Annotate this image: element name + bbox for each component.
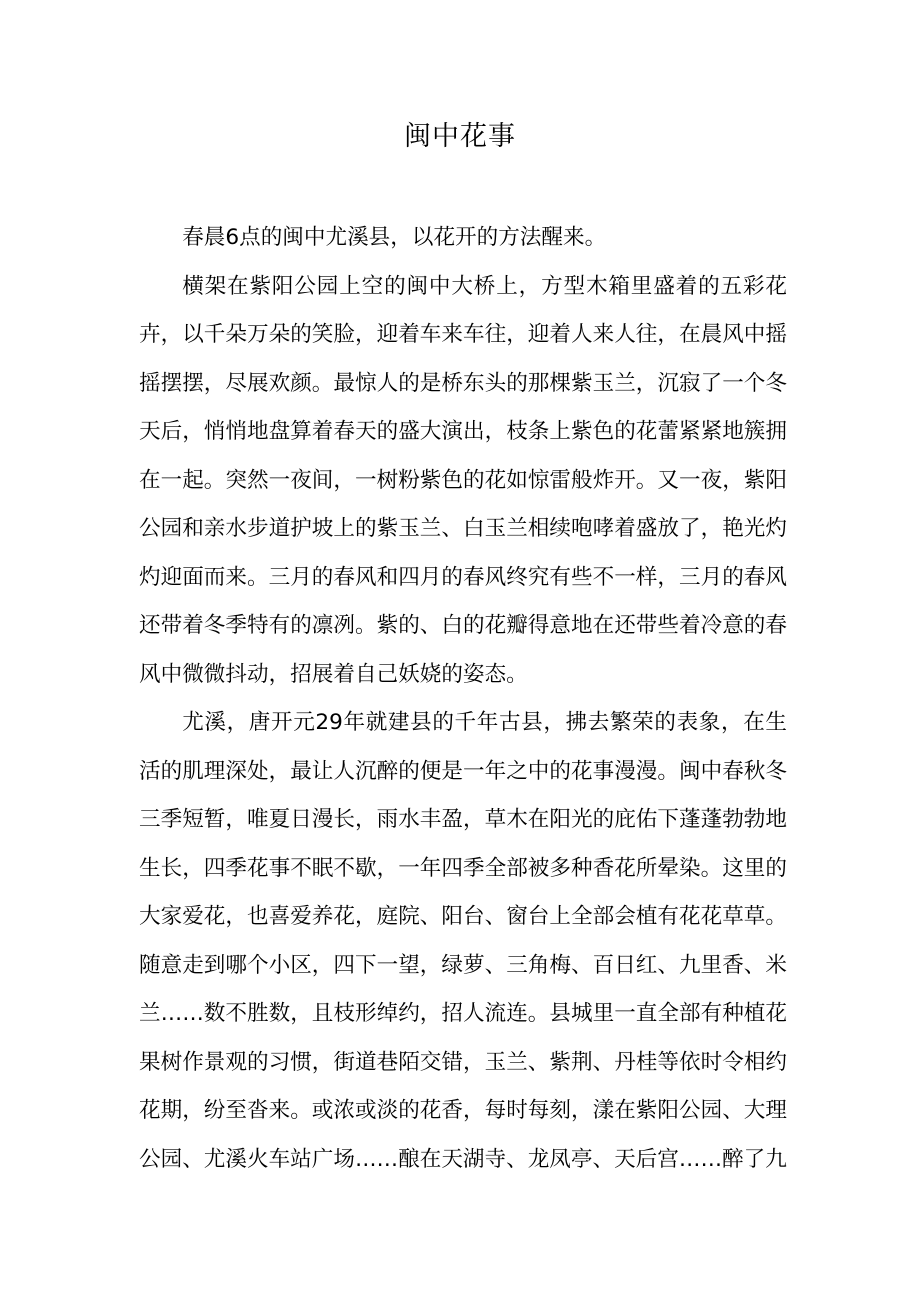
- document-title: 闽中花事: [404, 121, 516, 152]
- paragraph-3: 尤溪，唐开元29年就建县的千年古县，拂去繁荣的表象，在生活的肌理深处，最让人沉醉的便是一年之中的花事漫漫。闽中春秋冬三季短暂，唯夏日漫长，雨水丰盈，草木在阳光的庇佑下蓬蓬勃勃地生长，四季花事不眠不歇，一年四季全部被多种香花所晕染。这里的大家爱花，也喜爱养花，庭院、阳台、窗台上全部会植有花花草草。随意走到哪个小区，四下一望，绿萝、三角梅、百日红、九里香、米兰……数不胜数，且枝形绰约，招人流连。县城里一直全部有种植花果树作景观的习惯，街道巷陌交错，玉兰、紫荆、丹桂等依时令相约花期，纷至沓来。或浓或淡的花香，每时每刻，漾在紫阳公园、大理公园、尤溪火车站广场……酿在天湖寺、龙凤亭、天后宫……醉了九: [139, 710, 787, 1172]
- document-body: [139, 214, 787, 1184]
- paragraph-1: 春晨6点的闽中尤溪县，以花开的方法醒来。: [182, 225, 607, 250]
- paragraph-2: 横架在紫阳公园上空的闽中大桥上，方型木箱里盛着的五彩花卉，以千朵万朵的笑脸，迎着车来车往，迎着人来人往，在晨风中摇摇摆摆，尽展欢颜。最惊人的是桥东头的那棵紫玉兰，沉寂了一个冬天后，悄悄地盘算着春天的盛大演出，枝条上紫色的花蕾紧紧地簇拥在一起。突然一夜间，一树粉紫色的花如惊雷般炸开。又一夜，紫阳公园和亲水步道护坡上的紫玉兰、白玉兰相续咆哮着盛放了，艳光灼灼迎面而来。三月的春风和四月的春风终究有些不一样，三月的春风还带着冬季特有的凛冽。紫的、白的花瓣得意地在还带些着冷意的春风中微微抖动，招展着自己妖娆的姿态。: [139, 273, 787, 687]
